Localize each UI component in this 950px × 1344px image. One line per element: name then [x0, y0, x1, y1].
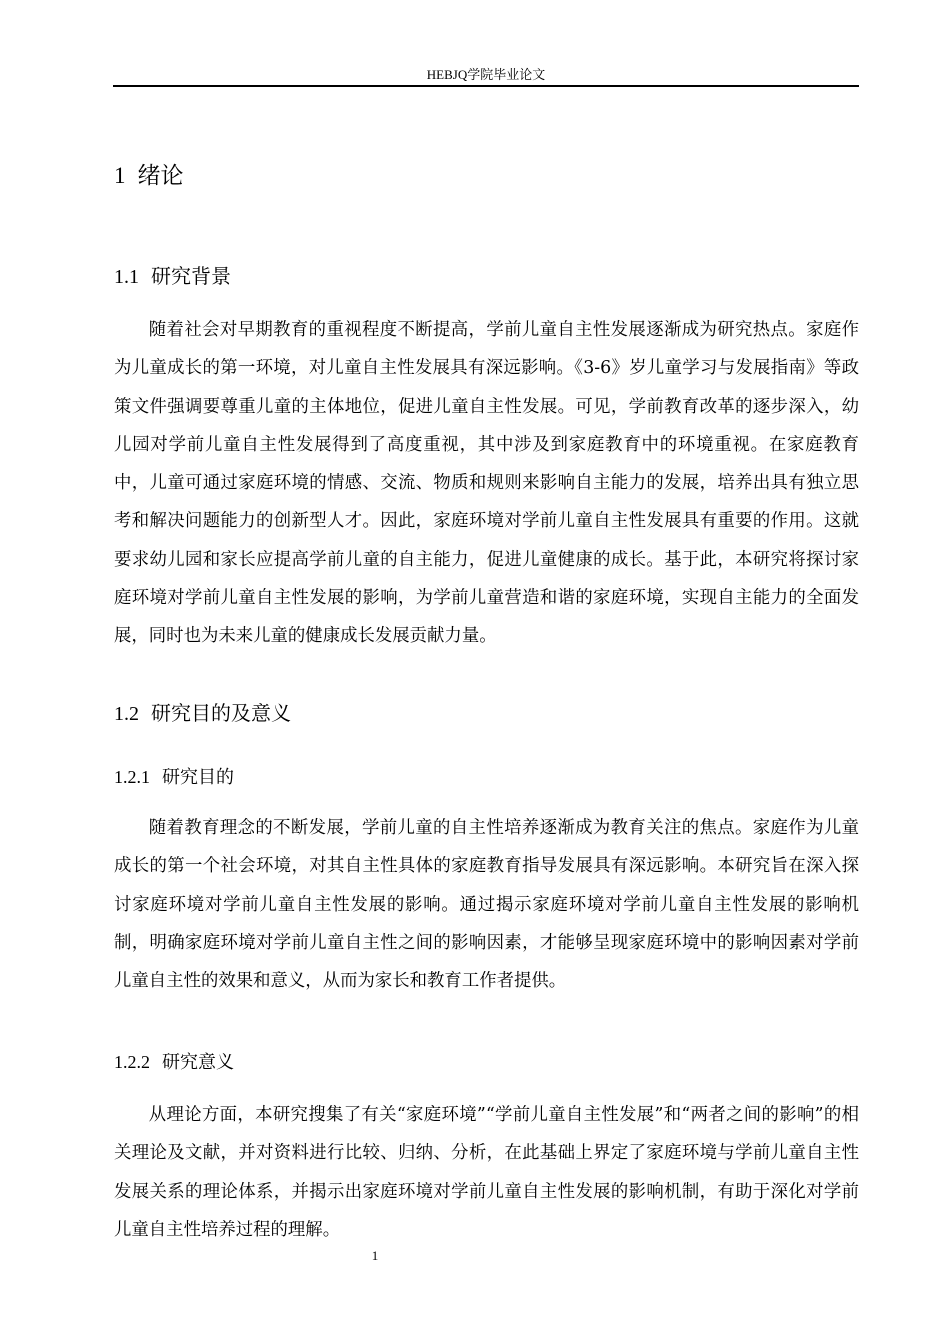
header-rule	[113, 85, 859, 87]
paragraph-purpose: 随着教育理念的不断发展，学前儿童的自主性培养逐渐成为教育关注的焦点。家庭作为儿童成长的第一个社会环境，对其自主性具体的家庭教育指导发展具有深远影响。本研究旨在深入探讨家庭环境对学前儿童自主性发展的影响。通过揭示家庭环境对学前儿童自主性发展的影响机制，明确家庭环境对学前儿童自主性之间的影响因素，才能够呈现家庭环境中的影响因素对学前儿童自主性的效果和意义，从而为家长和教育工作者提供。	[114, 818, 859, 992]
page-number: 1	[371, 1248, 379, 1263]
subsection-number: 1.2.2	[114, 1052, 150, 1072]
subsection-heading-1-2-1	[114, 764, 234, 791]
section-title: 研究目的及意义	[151, 701, 291, 725]
subsection-title: 研究目的	[162, 767, 234, 788]
subsection-number: 1.2.1	[114, 767, 150, 787]
section-number: 1.2	[114, 703, 139, 725]
chapter-number: 1	[114, 163, 126, 188]
section-title: 研究背景	[151, 264, 231, 288]
page-header	[113, 66, 859, 84]
section-heading-1-2	[114, 699, 291, 728]
header-title: HEBJQ学院毕业论文	[426, 67, 546, 82]
section-heading-1-1	[114, 262, 231, 291]
section-number: 1.1	[114, 266, 139, 288]
chapter-title: 绪论	[137, 163, 184, 189]
chapter-heading	[114, 160, 184, 192]
subsection-heading-1-2-2	[114, 1049, 234, 1076]
paragraph-background: 随着社会对早期教育的重视程度不断提高，学前儿童自主性发展逐渐成为研究热点。家庭作为儿童成长的第一环境，对儿童自主性发展具有深远影响。《3-6》岁儿童学习与发展指南》等政策文件强调要尊重儿童的主体地位，促进儿童自主性发展。可见，学前教育改革的逐步深入，幼儿园对学前儿童自主性发展得到了高度重视，其中涉及到家庭教育中的环境重视。在家庭教育中，儿童可通过家庭环境的情感、交流、物质和规则来影响自主能力的发展，培养出具有独立思考和解决问题能力的创新型人才。因此，家庭环境对学前儿童自主性发展具有重要的作用。这就要求幼儿园和家长应提高学前儿童的自主能力，促进儿童健康的成长。基于此，本研究将探讨家庭环境对学前儿童自主性发展的影响，为学前儿童营造和谐的家庭环境，实现自主能力的全面发展，同时也为未来儿童的健康成长发展贡献力量。	[114, 320, 859, 647]
paragraph-significance: 从理论方面，本研究搜集了有关“家庭环境”“学前儿童自主性发展”和“两者之间的影响”的相关理论及文献，并对资料进行比较、归纳、分析，在此基础上界定了家庭环境与学前儿童自主性发展关系的理论体系，并揭示出家庭环境对学前儿童自主性发展的影响机制，有助于深化对学前儿童自主性培养过程的理解。	[114, 1105, 859, 1240]
subsection-title: 研究意义	[162, 1052, 234, 1073]
